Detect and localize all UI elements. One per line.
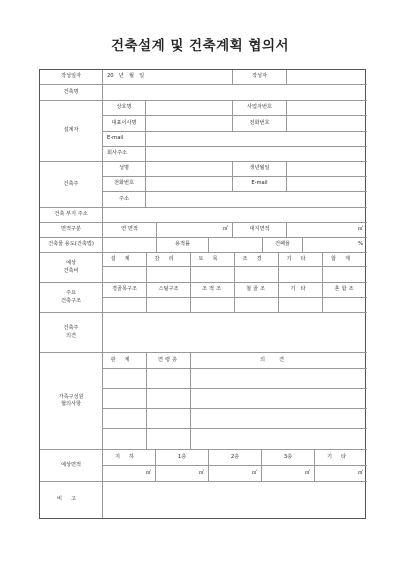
family-row-1-opinion[interactable] xyxy=(191,369,367,389)
designer-rep-label: 대표이사명 xyxy=(103,116,146,132)
total-floors-label: 용적률 xyxy=(157,238,209,253)
structure-col-masonry: 조적조 xyxy=(191,283,235,298)
area-unit: ㎡ xyxy=(198,469,204,476)
structure-col-steel-frame: 철골조 xyxy=(235,283,279,298)
author-label: 작성자 xyxy=(233,70,287,85)
agreement-form xyxy=(39,69,366,519)
designer-reg-label: 사업자번호 xyxy=(233,101,287,116)
designer-email-field[interactable] xyxy=(146,132,367,147)
area-unit: ㎡ xyxy=(251,469,257,476)
cost-section-label: 예상 건축비 xyxy=(40,253,103,283)
total-floors-field[interactable] xyxy=(209,238,263,253)
family-section-label: 가족구성원 협의사항 xyxy=(40,353,103,450)
building-usage-label: 건축물 용도(건축법) xyxy=(40,238,103,253)
building-usage-field[interactable] xyxy=(103,238,157,253)
area-3f-field[interactable] xyxy=(262,466,315,482)
designer-rep-field[interactable] xyxy=(146,116,233,132)
area-col-3f: 3층 xyxy=(262,450,315,466)
floor-area-unit: ㎡ xyxy=(222,226,228,233)
family-age-header: 연령층 xyxy=(147,353,191,369)
family-row-4-age[interactable] xyxy=(147,429,191,450)
family-row-1-age[interactable] xyxy=(147,369,191,389)
structure-col-steel: 스틸구조 xyxy=(147,283,191,298)
structure-mixed-field[interactable] xyxy=(323,298,367,313)
owner-birth-label: 생년월일 xyxy=(233,162,287,177)
family-opinion-header: 의견 xyxy=(191,353,367,369)
owner-name-label: 성명 xyxy=(103,162,146,177)
structure-col-mixed: 혼합조 xyxy=(323,283,367,298)
area-type-label: 면적구분 xyxy=(40,223,103,238)
cost-col-total: 합계 xyxy=(323,253,367,267)
owner-address-field[interactable] xyxy=(146,192,367,208)
building-name-label: 건축명 xyxy=(40,85,103,101)
family-relation-header: 관계 xyxy=(103,353,147,369)
designer-phone-field[interactable] xyxy=(287,116,367,132)
family-row-1-relation[interactable] xyxy=(103,369,147,389)
owner-section-label: 건축주 xyxy=(40,162,103,208)
owner-opinion-label: 건축주 의견 xyxy=(40,313,103,353)
owner-email-field[interactable] xyxy=(287,177,367,192)
owner-phone-label: 전화번호 xyxy=(103,177,146,192)
area-2f-field[interactable] xyxy=(209,466,262,482)
designer-phone-label: 전화번호 xyxy=(233,116,287,132)
cost-total-field[interactable] xyxy=(323,267,367,283)
owner-address-label: 주소 xyxy=(103,192,146,208)
coverage-label: 건폐율 xyxy=(263,238,303,253)
cost-other-field[interactable] xyxy=(279,267,323,283)
area-unit: ㎡ xyxy=(304,469,310,476)
area-col-basement: 지하 xyxy=(103,450,156,466)
area-col-2f: 2층 xyxy=(209,450,262,466)
area-basement-field[interactable] xyxy=(103,466,156,482)
family-row-2-relation[interactable] xyxy=(103,389,147,409)
designer-reg-field[interactable] xyxy=(287,101,367,116)
area-col-1f: 1층 xyxy=(156,450,209,466)
owner-phone-field[interactable] xyxy=(146,177,233,192)
area-1f-field[interactable] xyxy=(156,466,209,482)
family-row-4-relation[interactable] xyxy=(103,429,147,450)
site-address-label: 건축 부지 주소 xyxy=(40,208,103,223)
family-row-2-opinion[interactable] xyxy=(191,389,367,409)
owner-email-label: E-mail xyxy=(233,177,287,192)
date-field[interactable]: 20 년 월 일 xyxy=(103,70,233,85)
designer-section-label: 설계자 xyxy=(40,101,103,162)
expected-area-label: 예상면적 xyxy=(40,450,103,482)
family-row-3-age[interactable] xyxy=(147,409,191,429)
floor-area-field[interactable] xyxy=(157,223,233,238)
cost-design-field[interactable] xyxy=(103,267,147,283)
site-address-field[interactable] xyxy=(103,208,367,223)
document-title: 건축설계 및 건축계획 협의서 xyxy=(110,38,290,54)
cost-supervision-field[interactable] xyxy=(147,267,191,283)
structure-masonry-field[interactable] xyxy=(191,298,235,313)
owner-opinion-field[interactable] xyxy=(103,313,367,353)
structure-col-wood: 경골목구조 xyxy=(103,283,147,298)
family-row-3-relation[interactable] xyxy=(103,409,147,429)
family-row-3-opinion[interactable] xyxy=(191,409,367,429)
family-row-2-age[interactable] xyxy=(147,389,191,409)
designer-address-label: 회사주소 xyxy=(103,147,146,162)
structure-other-field[interactable] xyxy=(279,298,323,313)
site-area-field[interactable] xyxy=(287,223,367,238)
structure-col-other: 기타 xyxy=(279,283,323,298)
cost-col-other: 기타 xyxy=(279,253,323,267)
structure-section-label: 주요 건축구조 xyxy=(40,283,103,313)
designer-firm-label: 상호명 xyxy=(103,101,146,116)
date-label: 작성일자 xyxy=(40,70,103,85)
author-field[interactable] xyxy=(287,70,367,85)
site-area-label: 대지면적 xyxy=(233,223,287,238)
area-unit: ㎡ xyxy=(357,469,363,476)
designer-address-field[interactable] xyxy=(146,147,367,162)
structure-steel-field[interactable] xyxy=(147,298,191,313)
coverage-field[interactable] xyxy=(303,238,367,253)
area-unit: ㎡ xyxy=(145,469,151,476)
cost-landscape-field[interactable] xyxy=(235,267,279,283)
area-other-field[interactable] xyxy=(315,466,367,482)
cost-col-design: 설계 xyxy=(103,253,147,267)
designer-email-label: E-mail xyxy=(103,132,146,147)
remarks-label: 비고 xyxy=(40,482,103,518)
family-row-4-opinion[interactable] xyxy=(191,429,367,450)
site-area-unit: ㎡ xyxy=(357,226,363,233)
remarks-field[interactable] xyxy=(103,482,367,518)
cost-col-supervision: 감리 xyxy=(147,253,191,267)
area-col-other: 기타 xyxy=(315,450,367,466)
cost-col-civil: 토목 xyxy=(191,253,235,267)
cost-civil-field[interactable] xyxy=(191,267,235,283)
structure-steel-frame-field[interactable] xyxy=(235,298,279,313)
floor-area-label: 연 면적 xyxy=(103,223,157,238)
structure-wood-field[interactable] xyxy=(103,298,147,313)
designer-firm-field[interactable] xyxy=(146,101,233,116)
building-name-field[interactable] xyxy=(103,85,367,101)
owner-name-field[interactable] xyxy=(146,162,233,177)
owner-birth-field[interactable] xyxy=(287,162,367,177)
coverage-unit: % xyxy=(358,241,363,248)
cost-col-landscape: 조경 xyxy=(235,253,279,267)
